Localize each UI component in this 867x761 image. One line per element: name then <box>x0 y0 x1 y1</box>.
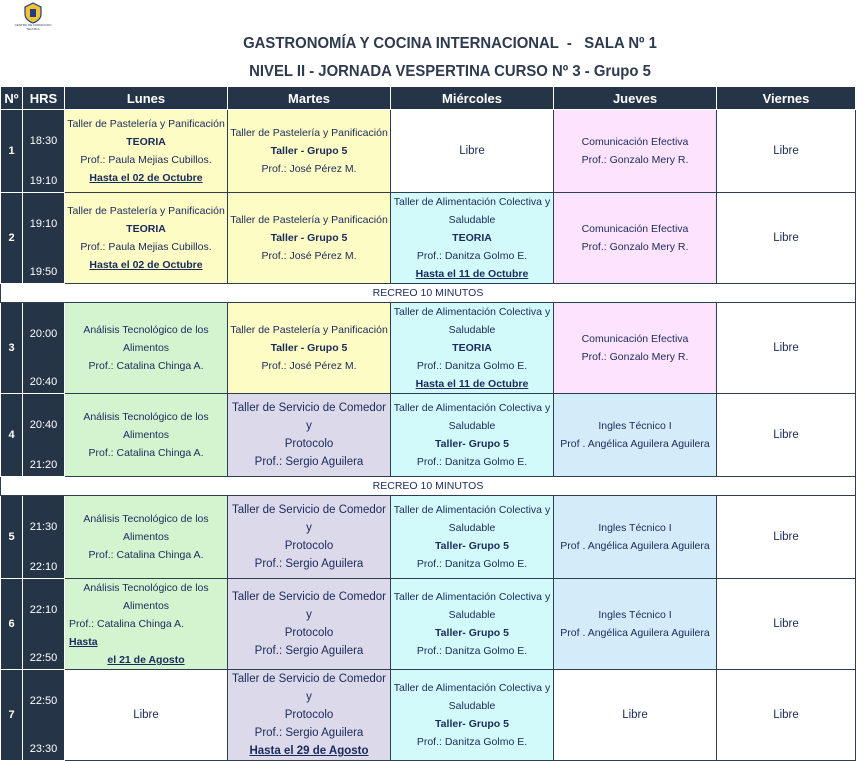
class-cell <box>717 579 856 670</box>
course-name: Análisis Tecnológico de los Alimentos <box>83 411 209 441</box>
teacher: Prof.: Paula Mejias Cubillos. <box>80 154 212 166</box>
session-type: TEORIA <box>452 232 492 244</box>
time-cell <box>23 496 65 579</box>
teacher: Prof.: Gonzalo Mery R. <box>581 241 689 253</box>
class-cell <box>554 303 717 394</box>
start-time: 20:40 <box>29 419 58 431</box>
start-time: 22:50 <box>29 695 58 707</box>
class-cell <box>228 670 391 761</box>
course-name: Comunicación Efectiva <box>581 333 689 345</box>
schedule-table <box>0 86 856 761</box>
class-cell <box>717 303 856 394</box>
free-label: Libre <box>773 342 799 354</box>
teacher: Prof . Angélica Aguilera Aguilera <box>560 540 710 552</box>
teacher: Prof.: Catalina Chinga A. <box>69 618 184 630</box>
class-cell <box>391 670 554 761</box>
teacher: Prof.: Danitza Golmo E. <box>416 250 528 262</box>
class-cell <box>717 670 856 761</box>
class-cell <box>391 303 554 394</box>
session-type: Taller- Grupo 5 <box>435 540 509 552</box>
time-cell <box>23 394 65 477</box>
course-name: Taller de Servicio de Comedor y <box>231 504 387 534</box>
course-name: Taller de Alimentación Colectiva y <box>393 196 551 208</box>
class-cell <box>391 394 554 477</box>
teacher-line <box>67 615 225 651</box>
course-name: Ingles Técnico I <box>598 609 672 621</box>
row-number: 4 <box>1 394 23 477</box>
page-subtitle: NIVEL II - JORNADA VESPERTINA CURSO Nº 3 - Grupo 5 <box>249 63 651 80</box>
course-name: Taller de Servicio de Comedor y <box>231 402 387 432</box>
class-cell <box>717 193 856 284</box>
course-name-cont: Saludable <box>448 700 496 712</box>
until-date: el 21 de Agosto <box>107 654 185 666</box>
logo-text: CENTRO DE FORMACION TECNICA <box>14 23 52 31</box>
start-time: 18:30 <box>29 135 58 147</box>
class-cell <box>554 496 717 579</box>
session-type: Taller- Grupo 5 <box>435 438 509 450</box>
teacher: Prof . Angélica Aguilera Aguilera <box>560 627 710 639</box>
class-cell <box>65 303 228 394</box>
institution-logo <box>8 2 58 52</box>
free-label: Libre <box>133 709 159 721</box>
header-viernes: Viernes <box>717 87 856 110</box>
time-cell <box>23 303 65 394</box>
class-cell <box>228 394 391 477</box>
class-cell <box>554 394 717 477</box>
table-row <box>1 670 856 761</box>
session-type: Taller- Grupo 5 <box>435 627 509 639</box>
class-cell <box>554 670 717 761</box>
break-label: RECREO 10 MINUTOS <box>1 477 856 496</box>
course-name: Comunicación Efectiva <box>581 223 689 235</box>
row-number: 5 <box>1 496 23 579</box>
session-type: Taller- Grupo 5 <box>435 718 509 730</box>
until-date: Hasta el 02 de Octubre <box>89 172 203 184</box>
course-name-cont: Saludable <box>448 324 496 336</box>
teacher: Prof.: Paula Mejias Cubillos. <box>80 241 212 253</box>
teacher: Prof.: Danitza Golmo E. <box>416 360 528 372</box>
class-cell <box>65 496 228 579</box>
header-miercoles: Miércoles <box>391 87 554 110</box>
class-cell <box>228 110 391 193</box>
session-type: TEORIA <box>126 136 166 148</box>
class-cell <box>391 496 554 579</box>
end-time: 21:20 <box>29 459 58 471</box>
teacher: Prof.: Gonzalo Mery R. <box>581 351 689 363</box>
free-label: Libre <box>773 531 799 543</box>
course-name-cont: Saludable <box>448 522 496 534</box>
class-cell <box>391 110 554 193</box>
teacher: Prof.: José Pérez M. <box>261 163 357 175</box>
class-cell <box>717 394 856 477</box>
end-time: 22:10 <box>29 561 58 573</box>
teacher: Prof.: Sergio Aguilera <box>254 645 364 657</box>
course-name: Análisis Tecnológico de los Alimentos <box>83 582 209 612</box>
class-cell <box>65 579 228 670</box>
end-time: 20:40 <box>29 376 58 388</box>
time-cell <box>23 670 65 761</box>
header-jueves: Jueves <box>554 87 717 110</box>
class-cell <box>65 193 228 284</box>
crest-icon <box>22 2 44 24</box>
free-label: Libre <box>773 709 799 721</box>
class-cell <box>717 496 856 579</box>
break-label: RECREO 10 MINUTOS <box>1 284 856 303</box>
break-row <box>1 477 856 496</box>
course-name: Ingles Técnico I <box>598 420 672 432</box>
start-time: 21:30 <box>29 521 58 533</box>
teacher: Prof.: Sergio Aguilera <box>254 727 364 739</box>
session-type: Taller - Grupo 5 <box>270 232 348 244</box>
until-date: Hasta el 11 de Octubre <box>415 378 529 390</box>
table-row <box>1 394 856 477</box>
class-cell <box>391 193 554 284</box>
course-name: Taller de Pastelería y Panificación <box>67 118 225 130</box>
end-time: 19:50 <box>29 266 58 278</box>
until-date: Hasta el 11 de Octubre <box>415 268 529 280</box>
header-martes: Martes <box>228 87 391 110</box>
table-row <box>1 496 856 579</box>
class-cell <box>228 303 391 394</box>
course-name: Comunicación Efectiva <box>581 136 689 148</box>
course-name: Taller de Pastelería y Panificación <box>67 205 225 217</box>
end-time: 22:50 <box>29 652 58 664</box>
row-number: 1 <box>1 110 23 193</box>
until-date-start: Hasta <box>69 636 98 648</box>
teacher: Prof.: Danitza Golmo E. <box>416 456 528 468</box>
class-cell <box>228 193 391 284</box>
page-title: GASTRONOMÍA Y COCINA INTERNACIONAL - SALA Nº 1 <box>243 35 657 52</box>
course-name: Taller de Alimentación Colectiva y <box>393 306 551 318</box>
time-cell <box>23 110 65 193</box>
row-number: 7 <box>1 670 23 761</box>
course-name: Taller de Alimentación Colectiva y <box>393 591 551 603</box>
teacher: Prof.: Gonzalo Mery R. <box>581 154 689 166</box>
class-cell <box>65 670 228 761</box>
class-cell <box>65 394 228 477</box>
free-label: Libre <box>773 145 799 157</box>
course-name: Taller de Pastelería y Panificación <box>230 127 388 139</box>
header-num: Nº <box>1 87 23 110</box>
session-type: Taller - Grupo 5 <box>270 342 348 354</box>
free-label: Libre <box>773 429 799 441</box>
course-name-cont: Saludable <box>448 420 496 432</box>
class-cell <box>717 110 856 193</box>
course-name: Taller de Pastelería y Panificación <box>230 324 388 336</box>
teacher: Prof.: Danitza Golmo E. <box>416 645 528 657</box>
teacher: Prof.: Danitza Golmo E. <box>416 558 528 570</box>
until-date: Hasta el 29 de Agosto <box>249 745 369 757</box>
free-label: Libre <box>773 618 799 630</box>
class-cell <box>228 579 391 670</box>
teacher: Prof.: Catalina Chinga A. <box>88 360 204 372</box>
course-name-cont: Protocolo <box>284 627 334 639</box>
teacher: Prof . Angélica Aguilera Aguilera <box>560 438 710 450</box>
class-cell <box>554 193 717 284</box>
course-name: Análisis Tecnológico de los Alimentos <box>83 324 209 354</box>
end-time: 23:30 <box>29 743 58 755</box>
course-name: Taller de Servicio de Comedor y <box>231 673 387 703</box>
course-name: Ingles Técnico I <box>598 522 672 534</box>
teacher: Prof.: Sergio Aguilera <box>254 456 364 468</box>
course-name: Taller de Pastelería y Panificación <box>230 214 388 226</box>
course-name: Taller de Alimentación Colectiva y <box>393 504 551 516</box>
course-name: Análisis Tecnológico de los Alimentos <box>83 513 209 543</box>
start-time: 20:00 <box>29 328 58 340</box>
session-type: TEORIA <box>126 223 166 235</box>
header-row <box>1 87 856 110</box>
course-name: Taller de Servicio de Comedor y <box>231 591 387 621</box>
table-row <box>1 193 856 284</box>
class-cell <box>554 110 717 193</box>
course-name-cont: Saludable <box>448 214 496 226</box>
start-time: 22:10 <box>29 604 58 616</box>
class-cell <box>391 579 554 670</box>
course-name-cont: Protocolo <box>284 709 334 721</box>
row-number: 6 <box>1 579 23 670</box>
row-number: 2 <box>1 193 23 284</box>
start-time: 19:10 <box>29 218 58 230</box>
teacher: Prof.: José Pérez M. <box>261 360 357 372</box>
course-name-cont: Protocolo <box>284 438 334 450</box>
teacher: Prof.: Danitza Golmo E. <box>416 736 528 748</box>
teacher: Prof.: Catalina Chinga A. <box>88 447 204 459</box>
session-type: TEORIA <box>452 342 492 354</box>
class-cell <box>228 496 391 579</box>
teacher: Prof.: Sergio Aguilera <box>254 558 364 570</box>
session-type: Taller - Grupo 5 <box>270 145 348 157</box>
header-hrs: HRS <box>23 87 65 110</box>
time-cell <box>23 579 65 670</box>
break-row <box>1 284 856 303</box>
table-row <box>1 110 856 193</box>
header-lunes: Lunes <box>65 87 228 110</box>
teacher: Prof.: Catalina Chinga A. <box>88 549 204 561</box>
free-label: Libre <box>622 709 648 721</box>
teacher: Prof.: José Pérez M. <box>261 250 357 262</box>
end-time: 19:10 <box>29 175 58 187</box>
time-cell <box>23 193 65 284</box>
class-cell <box>554 579 717 670</box>
until-date: Hasta el 02 de Octubre <box>89 259 203 271</box>
course-name: Taller de Alimentación Colectiva y <box>393 682 551 694</box>
course-name-cont: Protocolo <box>284 540 334 552</box>
course-name: Taller de Alimentación Colectiva y <box>393 402 551 414</box>
table-row <box>1 579 856 670</box>
free-label: Libre <box>773 232 799 244</box>
class-cell <box>65 110 228 193</box>
course-name-cont: Saludable <box>448 609 496 621</box>
row-number: 3 <box>1 303 23 394</box>
free-label: Libre <box>459 145 485 157</box>
table-row <box>1 303 856 394</box>
